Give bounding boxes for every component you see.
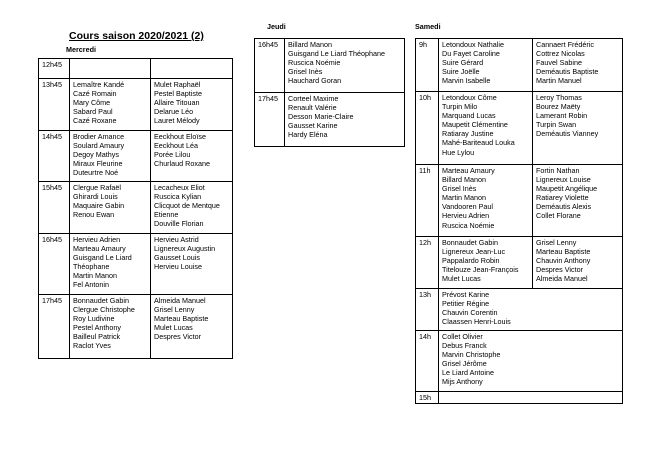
student-name: Cottrez Nicolas (536, 49, 585, 59)
student-name: Marquand Lucas (442, 111, 496, 121)
names-cell (439, 39, 533, 92)
student-name: Martin Manon (442, 193, 486, 203)
table-row (255, 93, 405, 147)
student-name: Ruscica Noémie (288, 58, 341, 68)
student-name: Fortin Nathan (536, 166, 580, 175)
student-name: Ratiarey Violette (536, 193, 589, 203)
student-name: Sabard Paul (73, 107, 113, 117)
student-name: Bourez Maëty (536, 102, 581, 112)
student-name: Letondoux Nathalie (442, 40, 504, 49)
student-name: Cannaert Frédéric (536, 40, 594, 49)
student-name: Marteau Baptiste (154, 314, 209, 324)
student-name: Théophane (73, 262, 110, 272)
student-name: Grisel Inès (288, 67, 323, 77)
student-name: Leroy Thomas (536, 93, 582, 102)
student-name: Grisel Lenny (536, 238, 577, 247)
student-name: Gausset Karine (288, 121, 338, 131)
student-name: Hervieu Louise (154, 262, 202, 272)
student-name: Marteau Amaury (73, 244, 126, 254)
names-cell (439, 92, 533, 165)
time-cell: 14h45 (39, 131, 70, 182)
student-name: Mahé-Bariteaud Louka (442, 138, 515, 148)
student-name: Churlaud Roxane (154, 159, 210, 169)
time-cell: 17h45 (39, 295, 70, 359)
student-name: Lignereux Louise (536, 175, 591, 185)
day-heading-samedi: Samedi (415, 22, 441, 31)
student-name: Martin Manuel (536, 76, 582, 86)
student-name: Renou Ewan (73, 210, 115, 220)
student-name: Suire Joëlle (442, 67, 480, 77)
student-name: Almeida Manuel (154, 296, 206, 305)
student-name: Gausset Louis (154, 253, 200, 263)
names-cell (285, 39, 405, 93)
student-name: Marvin Isabelle (442, 76, 491, 86)
student-name: Vandooren Paul (442, 202, 494, 212)
names-cell (439, 392, 623, 404)
table-row (39, 234, 233, 295)
schedule-samedi (415, 38, 623, 404)
student-name: Clergue Rafaël (73, 183, 121, 192)
student-name: Turpin Milo (442, 102, 478, 112)
student-name: Maupetit Clémentine (442, 120, 508, 130)
names-cell (70, 234, 151, 295)
time-cell: 16h45 (39, 234, 70, 295)
names-cell (70, 295, 151, 359)
student-name: Maupetit Angélique (536, 184, 598, 194)
student-name: Degoy Mathys (73, 150, 119, 160)
student-name: Lemaître Kandé (73, 80, 125, 89)
student-name: Letondoux Côme (442, 93, 497, 102)
names-cell (533, 165, 623, 237)
student-name: Eeckhout Eloïse (154, 132, 206, 141)
student-name: Marvin Christophe (442, 350, 501, 360)
student-name: Turpin Swan (536, 120, 577, 130)
names-cell (151, 295, 233, 359)
student-name: Guisgand Le Liard Théophane (288, 49, 385, 59)
table-row (39, 295, 233, 359)
student-name: Duteurtre Noé (73, 168, 119, 178)
student-name: Ghirardi Louis (73, 192, 118, 202)
time-cell: 10h (416, 92, 439, 165)
student-name: Grisel Inès (442, 184, 477, 194)
student-name: Deméautis Vianney (536, 129, 599, 139)
time-cell: 16h45 (255, 39, 285, 93)
names-cell (70, 59, 151, 79)
student-name: Pestel Baptiste (154, 89, 202, 99)
student-name: Martin Manon (73, 271, 117, 281)
table-row (416, 92, 623, 165)
table-row (416, 331, 623, 392)
student-name: Billard Manon (288, 40, 332, 49)
student-name: Suire Gérard (442, 58, 484, 68)
day-heading-jeudi: Jeudi (267, 22, 286, 31)
student-name: Cazé Roxane (73, 116, 117, 126)
student-name: Hauchard Goran (288, 76, 342, 86)
student-name: Desson Marie-Claire (288, 112, 354, 122)
student-name: Clicquot de Mentque (154, 201, 220, 211)
student-name: Mijs Anthony (442, 377, 483, 387)
student-name: Pestel Anthony (73, 323, 121, 333)
student-name: Eeckhout Léa (154, 141, 198, 151)
student-name: Clergue Christophe (73, 305, 135, 315)
student-name: Collet Florane (536, 211, 581, 221)
names-cell (285, 93, 405, 147)
student-name: Hervieu Adrien (73, 235, 121, 244)
student-name: Roy Ludivine (73, 314, 115, 324)
student-name: Soulard Amaury (73, 141, 125, 151)
student-name: Collet Olivier (442, 332, 483, 341)
student-name: Allaire Titouan (154, 98, 200, 108)
table-row (39, 59, 233, 79)
student-name: Deméautis Alexis (536, 202, 592, 212)
student-name: Mulet Lucas (154, 323, 193, 333)
student-name: Delarue Léo (154, 107, 194, 117)
table-row (39, 131, 233, 182)
student-name: Deméautis Baptiste (536, 67, 599, 77)
student-name: Marteau Amaury (442, 166, 495, 175)
names-cell (533, 92, 623, 165)
time-cell: 13h45 (39, 79, 70, 131)
student-name: Lauret Mélody (154, 116, 200, 126)
student-name: Despres Victor (536, 265, 584, 275)
student-name: Ratiaray Justine (442, 129, 494, 139)
table-row (255, 39, 405, 93)
student-name: Douville Florian (154, 219, 204, 229)
student-name: Mary Côme (73, 98, 111, 108)
names-cell (151, 131, 233, 182)
student-name: Billard Manon (442, 175, 486, 185)
student-name: Bailleul Patrick (73, 332, 121, 342)
student-name: Chauvin Corentin (442, 308, 498, 318)
student-name: Fauvel Sabine (536, 58, 582, 68)
student-name: Du Fayet Caroline (442, 49, 500, 59)
student-name: Bonnaudet Gabin (73, 296, 129, 305)
student-name: Despres Victor (154, 332, 202, 342)
names-cell (70, 131, 151, 182)
student-name: Maquaire Gabin (73, 201, 125, 211)
student-name: Lecacheux Eliot (154, 183, 205, 192)
student-name: Bonnaudet Gabin (442, 238, 498, 247)
time-cell: 9h (416, 39, 439, 92)
student-name: Porée Lilou (154, 150, 191, 160)
student-name: Raclot Yves (73, 341, 111, 351)
student-name: Grisel Lenny (154, 305, 195, 315)
names-cell (439, 331, 623, 392)
student-name: Cazé Romain (73, 89, 117, 99)
student-name: Chauvin Anthony (536, 256, 591, 266)
names-cell (151, 59, 233, 79)
table-row (416, 289, 623, 331)
names-cell (439, 165, 533, 237)
student-name: Guisgand Le Liard (73, 253, 132, 263)
student-name: Le Liard Antoine (442, 368, 494, 378)
names-cell (439, 289, 623, 331)
student-name: Hervieu Adrien (442, 211, 490, 221)
day-heading-mercredi: Mercredi (66, 45, 96, 54)
time-cell: 15h (416, 392, 439, 404)
table-row (416, 392, 623, 404)
names-cell (439, 237, 533, 289)
student-name: Mulet Raphaël (154, 80, 201, 89)
student-name: Titelouze Jean-François (442, 265, 519, 275)
time-cell: 17h45 (255, 93, 285, 147)
table-row (416, 237, 623, 289)
student-name: Almeida Manuel (536, 274, 588, 284)
student-name: Hue Lylou (442, 147, 475, 157)
student-name: Ruscica Kylian (154, 192, 202, 202)
student-name: Fel Antonin (73, 280, 109, 290)
student-name: Pappalardo Robin (442, 256, 500, 266)
student-name: Ruscica Noémie (442, 220, 495, 230)
student-name: Marteau Baptiste (536, 247, 591, 257)
student-name: Hardy Eléna (288, 130, 328, 140)
names-cell (70, 182, 151, 234)
student-name: Lamerant Robin (536, 111, 588, 121)
student-name: Lignereux Jean-Luc (442, 247, 506, 257)
schedule-jeudi (254, 38, 405, 147)
names-cell (151, 182, 233, 234)
time-cell: 12h45 (39, 59, 70, 79)
time-cell: 13h (416, 289, 439, 331)
student-name: Corteel Maxime (288, 94, 339, 103)
student-name: Lignereux Augustin (154, 244, 216, 254)
time-cell: 12h (416, 237, 439, 289)
student-name: Brodier Amance (73, 132, 125, 141)
student-name: Petitier Régine (442, 299, 490, 309)
time-cell: 15h45 (39, 182, 70, 234)
student-name: Hervieu Astrid (154, 235, 199, 244)
names-cell (533, 237, 623, 289)
student-name: Claassen Henri-Louis (442, 317, 511, 327)
names-cell (533, 39, 623, 92)
student-name: Prévost Karine (442, 290, 490, 299)
time-cell: 11h (416, 165, 439, 237)
student-name: Etienne (154, 210, 179, 220)
names-cell (151, 79, 233, 131)
page-title: Cours saison 2020/2021 (2) (69, 30, 204, 42)
table-row (39, 182, 233, 234)
student-name: Renault Valérie (288, 103, 337, 113)
student-name: Debus Franck (442, 341, 487, 351)
table-row (39, 79, 233, 131)
time-cell: 14h (416, 331, 439, 392)
table-row (416, 39, 623, 92)
table-row (416, 165, 623, 237)
student-name: Grisel Jérôme (442, 359, 487, 369)
student-name: Mulet Lucas (442, 274, 481, 284)
names-cell (151, 234, 233, 295)
student-name: Miraux Fleurine (73, 159, 123, 169)
names-cell (70, 79, 151, 131)
schedule-mercredi (38, 58, 233, 359)
